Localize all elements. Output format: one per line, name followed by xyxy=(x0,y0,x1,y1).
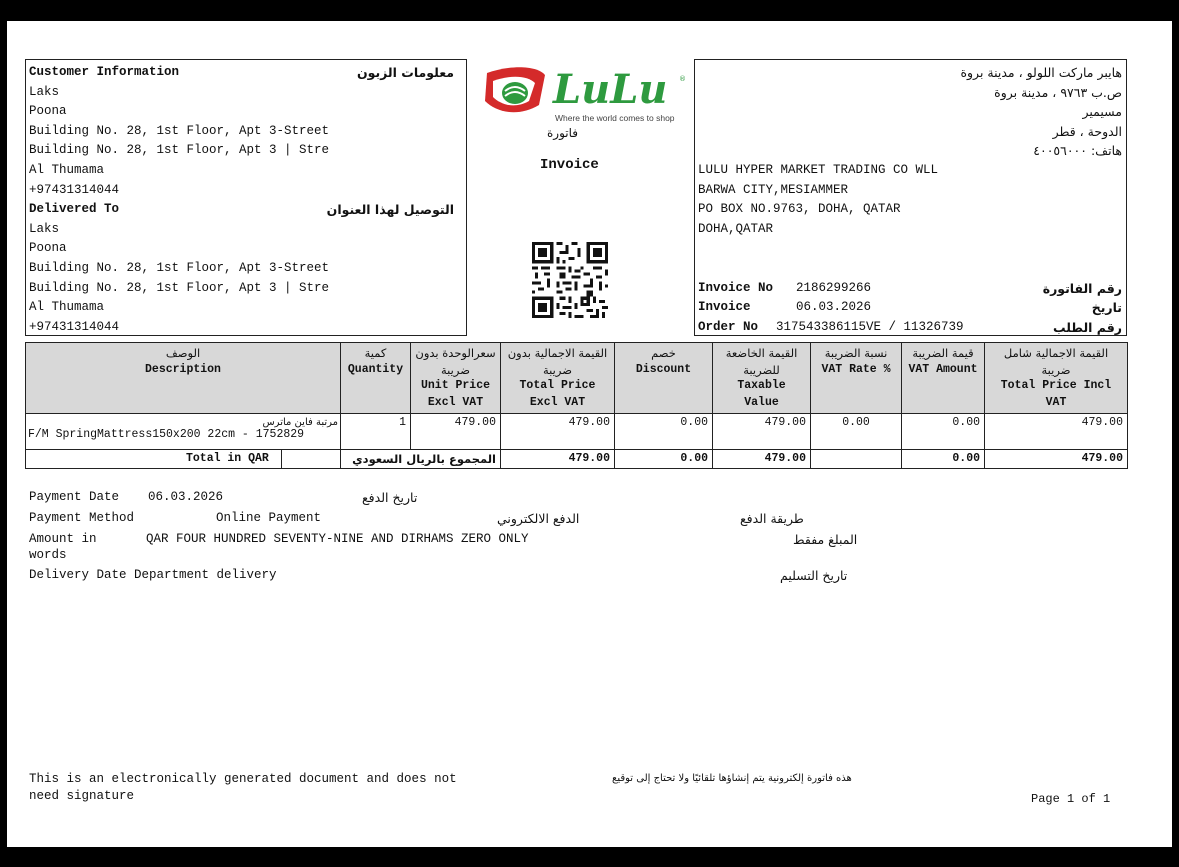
delivered-title: Delivered To xyxy=(29,202,120,217)
customer-line: Building No. 28, 1st Floor, Apt 3-Street xyxy=(29,123,330,138)
delivered-title-ar: التوصيل لهذا العنوان xyxy=(326,202,454,218)
footer-note: This is an electronically generated document and does not xyxy=(29,772,457,786)
amount-words: QAR FOUR HUNDRED SEVENTY-NINE AND DIRHAMS ZERO ONLY xyxy=(146,532,529,546)
invoice-no-label: Invoice No xyxy=(698,280,774,295)
total-taxable: 479.00 xyxy=(713,450,811,469)
col-taxable: القيمة الخاضعة للضريبة Taxable Value xyxy=(713,343,811,414)
delivered-line: Laks xyxy=(29,221,60,236)
delivered-line: Building No. 28, 1st Floor, Apt 3-Street xyxy=(29,261,330,275)
seller-line: LULU HYPER MARKET TRADING CO WLL xyxy=(698,163,939,177)
col-description: الوصف Description xyxy=(26,343,341,414)
svg-text:®: ® xyxy=(679,75,686,83)
col-vat-rate: نسبة الضريبة VAT Rate % xyxy=(811,343,902,414)
total-discount: 0.00 xyxy=(615,450,713,469)
customer-box xyxy=(25,59,467,336)
invoice-page xyxy=(7,21,1172,847)
total-label-cell xyxy=(26,450,341,469)
doc-title: Invoice xyxy=(540,157,599,173)
amount-words-label-2: words xyxy=(29,548,67,562)
invoice-no: 2186299266 xyxy=(796,280,872,295)
amount-words-label: Amount in xyxy=(29,532,97,546)
col-vat-amount: قيمة الضريبة VAT Amount xyxy=(902,343,985,414)
customer-line: Building No. 28, 1st Floor, Apt 3 | Stre xyxy=(29,143,330,158)
cell-unit-price: 479.00 xyxy=(411,414,501,450)
order-no-ar: رقم الطلب xyxy=(1052,319,1122,335)
cell-total-incl: 479.00 xyxy=(985,414,1128,450)
table-row xyxy=(26,414,1128,450)
col-quantity: كمية Quantity xyxy=(341,343,411,414)
col-discount: خصم Discount xyxy=(615,343,713,414)
payment-method-value-ar: الدفع الالكتروني xyxy=(497,511,580,526)
cell-discount: 0.00 xyxy=(615,414,713,450)
total-excl: 479.00 xyxy=(501,450,615,469)
delivered-line: Building No. 28, 1st Floor, Apt 3 | Stre xyxy=(29,280,330,295)
doc-title-ar: فاتورة xyxy=(547,126,579,140)
delivery-date-label: Delivery Date Department delivery xyxy=(29,568,277,582)
payment-method-label: Payment Method xyxy=(29,511,135,525)
delivered-line: Poona xyxy=(29,241,67,256)
total-label: Total in QAR xyxy=(186,452,269,465)
brand-name: LuLu xyxy=(553,66,668,113)
cell-vat-amount: 0.00 xyxy=(902,414,985,450)
cell-total-excl: 479.00 xyxy=(501,414,615,450)
invoice-date: 06.03.2026 xyxy=(796,300,872,315)
cell-taxable: 479.00 xyxy=(713,414,811,450)
brand-tagline: Where the world comes to shop xyxy=(555,113,675,123)
seller-ar-line: الدوحة ، قطر xyxy=(1052,123,1122,139)
payment-date-ar: تاريخ الدفع xyxy=(362,490,418,505)
total-incl: 479.00 xyxy=(985,450,1128,469)
seller-line: BARWA CITY,MESIAMMER xyxy=(698,182,849,197)
delivery-date-ar: تاريخ التسليم xyxy=(780,568,848,583)
total-row xyxy=(26,450,1128,469)
customer-line: Poona xyxy=(29,104,67,119)
seller-ar-line: ص.ب ٩٧٦٣ ، مدينة بروة xyxy=(994,84,1122,100)
col-total-excl: القيمة الاجمالية بدون ضريبة Total Price Excl VAT xyxy=(501,343,615,414)
seller-line: PO BOX NO.9763, DOHA, QATAR xyxy=(698,202,901,217)
invoice-date-label: Invoice xyxy=(698,300,751,315)
total-vat-rate xyxy=(811,450,902,469)
customer-line: Laks xyxy=(29,84,60,99)
order-no-label: Order No xyxy=(698,319,759,334)
page-number: Page 1 of 1 xyxy=(1031,792,1111,806)
footer-note-ar: هذه فاتورة إلكترونية يتم إنشاؤها تلقائيًا ولا تحتاج إلى توقيع xyxy=(612,773,852,784)
customer-phone: +97431314044 xyxy=(29,182,120,197)
customer-line: Al Thumama xyxy=(29,163,105,177)
customer-title-ar: معلومات الزبون xyxy=(356,65,454,80)
delivered-phone: +97431314044 xyxy=(29,319,120,334)
payment-method: Online Payment xyxy=(216,511,322,525)
order-no: 317543386115VE / 11326739 xyxy=(776,319,964,334)
col-unit-price: سعرالوحدة بدون ضريبة Unit Price Excl VAT xyxy=(411,343,501,414)
table-header-row xyxy=(26,343,1128,414)
cell-description: مرتبة فاين ماترس F/M SpringMattress150x200 22cm - 1752829 xyxy=(26,414,341,450)
customer-title: Customer Information xyxy=(29,65,180,79)
qr-code xyxy=(532,242,608,318)
seller-ar-line: هاتف: ٤٠٠٥٦٠٠٠ xyxy=(1033,143,1122,159)
payment-date-label: Payment Date xyxy=(29,490,120,504)
invoice-date-ar: تاريخ xyxy=(1091,300,1122,316)
total-divider xyxy=(281,450,282,469)
payment-method-ar: طريقة الدفع xyxy=(740,511,804,526)
lulu-logo xyxy=(479,61,689,131)
seller-ar-line: مسيمير xyxy=(1082,104,1122,120)
total-label-ar: المجموع بالريال السعودي xyxy=(341,450,501,469)
seller-box xyxy=(694,59,1127,336)
payment-date: 06.03.2026 xyxy=(148,490,224,504)
delivered-line: Al Thumama xyxy=(29,300,105,315)
total-vat-amount: 0.00 xyxy=(902,450,985,469)
cell-vat-rate: 0.00 xyxy=(811,414,902,450)
seller-line: DOHA,QATAR xyxy=(698,221,774,236)
cell-quantity: 1 xyxy=(341,414,411,450)
seller-ar-line: هايبر ماركت اللولو ، مدينة بروة xyxy=(960,65,1122,80)
amount-words-ar: المبلغ مفقط xyxy=(793,532,858,547)
footer-note-2: need signature xyxy=(29,789,135,803)
items-table xyxy=(25,342,1128,469)
col-total-incl: القيمة الاجمالية شامل ضريبة Total Price Incl VAT xyxy=(985,343,1128,414)
invoice-no-ar: رقم الفاتورة xyxy=(1042,280,1122,296)
